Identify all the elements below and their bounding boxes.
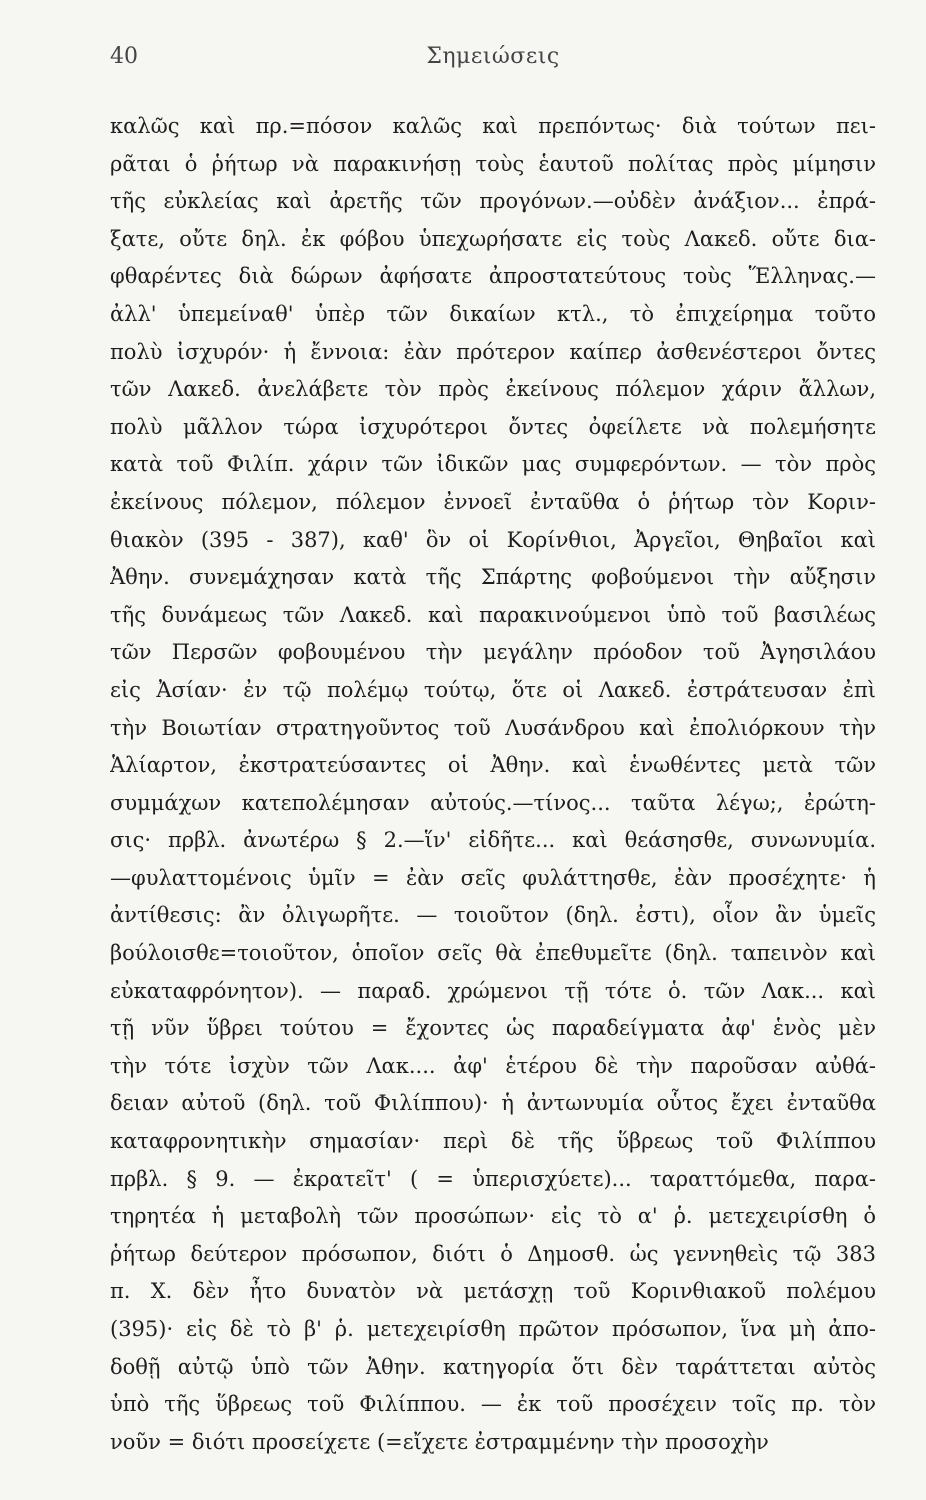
text-line: τὴν Βοιωτίαν στρατηγοῦντος τοῦ Λυσάνδρου καὶ ἐπολιόρκουν τὴν: [110, 715, 876, 740]
text-line: συμμάχων κατεπολέμησαν αὐτούς.—τίνος... ταῦτα λέγω;, ἐρώτη-: [110, 790, 876, 815]
text-line: εἰς Ἀσίαν· ἐν τῷ πολέμῳ τούτῳ, ὅτε οἱ Λακεδ. ἐστράτευσαν ἐπὶ: [110, 677, 876, 702]
text-line: εὐκαταφρόνητον). — παραδ. χρώμενοι τῇ τότε ὁ. τῶν Λακ... καὶ: [110, 978, 876, 1003]
text-line: π. Χ. δὲν ἦτο δυνατὸν νὰ μετάσχῃ τοῦ Κορινθιακοῦ πολέμου: [110, 1279, 876, 1304]
text-line: τὴν τότε ἰσχὺν τῶν Λακ.... ἀφ' ἑτέρου δὲ τὴν παροῦσαν αὐθά-: [110, 1053, 876, 1078]
page-header: [110, 44, 876, 80]
text-line: τῆς εὐκλείας καὶ ἀρετῆς τῶν προγόνων.—οὐδὲν ἀνάξιον... ἐπρά-: [110, 189, 876, 214]
text-line: δειαν αὐτοῦ (δηλ. τοῦ Φιλίππου)· ἡ ἀντωνυμία οὗτος ἔχει ἐνταῦθα: [110, 1091, 876, 1116]
text-line: τηρητέα ἡ μεταβολὴ τῶν προσώπων· εἰς τὸ α' ῥ. μετεχειρίσθη ὁ: [110, 1204, 876, 1229]
text-line: τῇ νῦν ὕβρει τούτου = ἔχοντες ὡς παραδείγματα ἀφ' ἑνὸς μὲν: [110, 1016, 876, 1041]
text-line: ἐκείνους πόλεμον, πόλεμον ἐννοεῖ ἐνταῦθα ὁ ῥήτωρ τὸν Κοριν-: [110, 489, 876, 514]
text-line: Ἀθην. συνεμάχησαν κατὰ τῆς Σπάρτης φοβούμενοι τὴν αὔξησιν: [110, 565, 876, 590]
text-line: πολὺ ἰσχυρόν· ἡ ἔννοια: ἐὰν πρότερον καίπερ ἀσθενέστεροι ὄντες: [110, 339, 876, 364]
text-line: φθαρέντες διὰ δώρων ἀφήσατε ἀπροστατεύτους τοὺς Ἕλληνας.—: [110, 264, 876, 289]
page-number: 40: [110, 44, 138, 69]
text-line: τῶν Περσῶν φοβουμένου τὴν μεγάλην πρόοδον τοῦ Ἀγησιλάου: [110, 640, 876, 665]
notes-body: [110, 108, 876, 1461]
text-line: καλῶς καὶ πρ.=πόσον καλῶς καὶ πρεπόντως· διὰ τούτων πει-: [110, 114, 876, 138]
text-line: πρβλ. § 9. — ἐκρατεῖτ' ( = ὑπερισχύετε)... ταραττόμεθα, παρα-: [110, 1166, 876, 1191]
text-line: —φυλαττομένοις ὑμῖν = ἐὰν σεῖς φυλάττησθε, ἐὰν προσέχητε· ἡ: [110, 865, 876, 890]
text-line: καταφρονητικὴν σημασίαν· περὶ δὲ τῆς ὕβρεως τοῦ Φιλίππου: [110, 1129, 876, 1154]
text-line: ῥήτωρ δεύτερον πρόσωπον, διότι ὁ Δημοσθ. ὡς γεννηθεὶς τῷ 383: [110, 1241, 876, 1266]
text-line: τῆς δυνάμεως τῶν Λακεδ. καὶ παρακινούμενοι ὑπὸ τοῦ βασιλέως: [110, 602, 876, 627]
text-line: τῶν Λακεδ. ἀνελάβετε τὸν πρὸς ἐκείνους πόλεμον χάριν ἄλλων,: [110, 377, 876, 402]
text-line: ἀλλ' ὑπεμείναθ' ὑπὲρ τῶν δικαίων κτλ., τὸ ἐπιχείρημα τοῦτο: [110, 301, 876, 326]
text-line: κατὰ τοῦ Φιλίπ. χάριν τῶν ἰδικῶν μας συμφερόντων. — τὸν πρὸς: [110, 452, 876, 477]
text-line: δοθῇ αὐτῷ ὑπὸ τῶν Ἀθην. κατηγορία ὅτι δὲν ταράττεται αὐτὸς: [110, 1354, 876, 1379]
text-line: θιακὸν (395 - 387), καθ' ὃν οἱ Κορίνθιοι, Ἀργεῖοι, Θηβαῖοι καὶ: [110, 527, 876, 552]
text-line: νοῦν = διότι προσείχετε (=εἴχετε ἐστραμμένην τὴν προσοχὴν: [110, 1429, 769, 1454]
text-line: ἀντίθεσις: ἂν ὀλιγωρῆτε. — τοιοῦτον (δηλ. ἐστι), οἷον ἂν ὑμεῖς: [110, 903, 876, 928]
text-line: ρᾶται ὁ ῥήτωρ νὰ παρακινήσῃ τοὺς ἑαυτοῦ πολίτας πρὸς μίμησιν: [110, 151, 876, 176]
text-line: πολὺ μᾶλλον τώρα ἰσχυρότεροι ὄντες ὀφείλετε νὰ πολεμήσητε: [110, 414, 876, 439]
text-line: Ἁλίαρτον, ἐκστρατεύσαντες οἱ Ἀθην. καὶ ἑνωθέντες μετὰ τῶν: [110, 753, 876, 778]
text-line: (395)· εἰς δὲ τὸ β' ῥ. μετεχειρίσθη πρῶτον πρόσωπον, ἵνα μὴ ἀπο-: [110, 1317, 876, 1341]
text-line: ξατε, οὔτε δηλ. ἐκ φόβου ὑπεχωρήσατε εἰς τοὺς Λακεδ. οὔτε δια-: [110, 226, 876, 251]
text-line: σις· πρβλ. ἀνωτέρω § 2.—ἵν' εἰδῆτε... καὶ θεάσησθε, συνωνυμία.: [110, 828, 876, 853]
text-line: ὑπὸ τῆς ὕβρεως τοῦ Φιλίππου. — ἐκ τοῦ προσέχειν τοῖς πρ. τὸν: [110, 1392, 876, 1417]
running-title: Σημειώσεις: [426, 44, 560, 69]
text-line: βούλοισθε=τοιοῦτον, ὁποῖον σεῖς θὰ ἐπεθυμεῖτε (δηλ. ταπεινὸν καὶ: [110, 941, 876, 966]
